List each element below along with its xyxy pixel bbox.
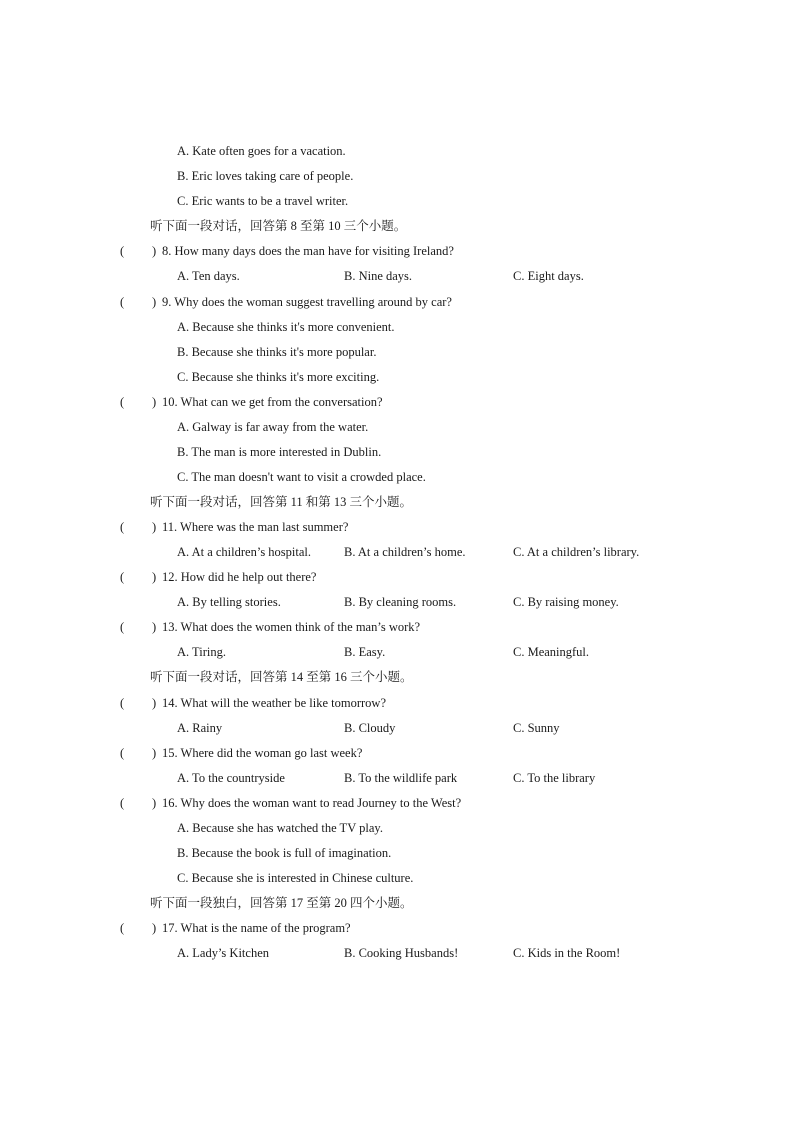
question-text: 11. Where was the man last summer?	[162, 520, 349, 534]
option-line: A. Galway is far away from the water.	[177, 420, 369, 434]
option-a: A. Rainy	[177, 721, 223, 735]
question-text: 17. What is the name of the program?	[162, 921, 351, 935]
answer-blank-close: )	[152, 620, 157, 634]
section-instruction: 听下面一段对话，回答第 11 和第 13 三个小题。	[150, 495, 413, 509]
option-a: A. Lady’s Kitchen	[177, 946, 269, 960]
section-instruction: 听下面一段对话，回答第 8 至第 10 三个小题。	[150, 219, 407, 233]
option-line: B. The man is more interested in Dublin.	[177, 445, 382, 459]
option-a: A. To the countryside	[177, 771, 285, 785]
answer-blank-close: )	[152, 921, 157, 935]
option-b: B. Cooking Husbands!	[344, 946, 459, 960]
options-row	[0, 719, 794, 737]
option-line: B. Because the book is full of imagination.	[177, 846, 392, 860]
option-b: B. Nine days.	[344, 269, 413, 283]
options-row	[0, 543, 794, 561]
option-line: C. The man doesn't want to visit a crowded place.	[177, 470, 426, 484]
answer-blank-open[interactable]: (	[120, 620, 125, 634]
option-b: B. To the wildlife park	[344, 771, 458, 785]
question-text: 10. What can we get from the conversation?	[162, 395, 383, 409]
option-a: A. Tiring.	[177, 645, 226, 659]
option-line: A. Kate often goes for a vacation.	[177, 144, 346, 158]
option-line: A. Because she has watched the TV play.	[177, 821, 383, 835]
options-row	[0, 267, 794, 285]
answer-blank-close: )	[152, 395, 157, 409]
answer-blank-open[interactable]: (	[120, 520, 125, 534]
answer-blank-open[interactable]: (	[120, 570, 125, 584]
option-a: A. At a children’s hospital.	[177, 545, 312, 559]
options-row	[0, 643, 794, 661]
question-text: 14. What will the weather be like tomorrow?	[162, 696, 387, 710]
section-instruction: 听下面一段对话，回答第 14 至第 16 三个小题。	[150, 670, 413, 684]
answer-blank-open[interactable]: (	[120, 244, 125, 258]
question-text: 8. How many days does the man have for visiting Ireland?	[162, 244, 454, 258]
options-row	[0, 944, 794, 962]
answer-blank-close: )	[152, 520, 157, 534]
option-b: B. Easy.	[344, 645, 386, 659]
section-instruction: 听下面一段独白，回答第 17 至第 20 四个小题。	[150, 896, 413, 910]
question-text: 9. Why does the woman suggest travelling around by car?	[162, 295, 452, 309]
option-line: C. Eric wants to be a travel writer.	[177, 194, 349, 208]
option-c: C. Sunny	[513, 721, 560, 735]
option-b: B. At a children’s home.	[344, 545, 466, 559]
option-c: C. To the library	[513, 771, 596, 785]
options-row	[0, 593, 794, 611]
answer-blank-open[interactable]: (	[120, 395, 125, 409]
answer-blank-open[interactable]: (	[120, 746, 125, 760]
option-c: C. Kids in the Room!	[513, 946, 621, 960]
option-line: B. Because she thinks it's more popular.	[177, 345, 377, 359]
option-b: B. Cloudy	[344, 721, 396, 735]
question-text: 15. Where did the woman go last week?	[162, 746, 363, 760]
question-text: 16. Why does the woman want to read Journey to the West?	[162, 796, 462, 810]
option-c: C. By raising money.	[513, 595, 619, 609]
option-line: C. Because she is interested in Chinese culture.	[177, 871, 414, 885]
option-a: A. Ten days.	[177, 269, 240, 283]
answer-blank-close: )	[152, 746, 157, 760]
answer-blank-open[interactable]: (	[120, 796, 125, 810]
option-line: B. Eric loves taking care of people.	[177, 169, 354, 183]
answer-blank-close: )	[152, 696, 157, 710]
question-text: 13. What does the women think of the man’s work?	[162, 620, 421, 634]
answer-blank-open[interactable]: (	[120, 295, 125, 309]
answer-blank-open[interactable]: (	[120, 696, 125, 710]
answer-blank-close: )	[152, 244, 157, 258]
answer-blank-close: )	[152, 295, 157, 309]
option-b: B. By cleaning rooms.	[344, 595, 457, 609]
option-c: C. At a children’s library.	[513, 545, 640, 559]
option-c: C. Eight days.	[513, 269, 584, 283]
answer-blank-close: )	[152, 796, 157, 810]
options-row	[0, 769, 794, 787]
option-c: C. Meaningful.	[513, 645, 590, 659]
answer-blank-open[interactable]: (	[120, 921, 125, 935]
question-text: 12. How did he help out there?	[162, 570, 317, 584]
option-line: A. Because she thinks it's more convenient.	[177, 320, 395, 334]
option-line: C. Because she thinks it's more exciting.	[177, 370, 380, 384]
answer-blank-close: )	[152, 570, 157, 584]
option-a: A. By telling stories.	[177, 595, 281, 609]
